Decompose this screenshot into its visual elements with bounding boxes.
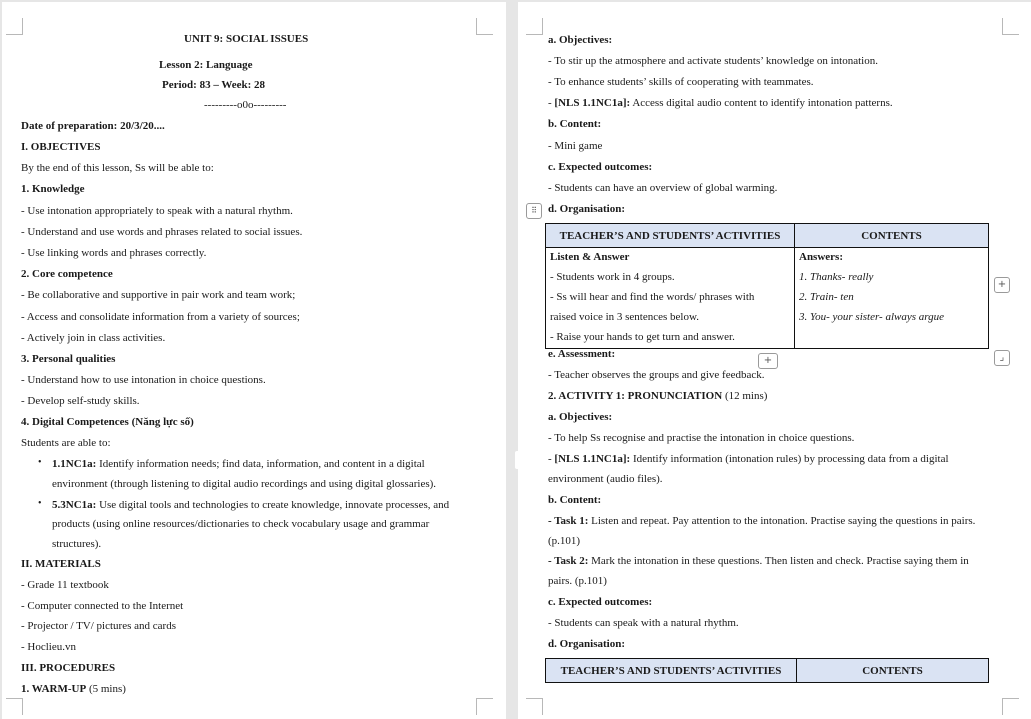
task1-line <box>548 514 975 528</box>
warmup-title: 1. WARM-UP <box>21 683 87 695</box>
table-resize-icon[interactable]: ⌟ <box>994 350 1010 366</box>
activity1-outcomes-heading: c. Expected outcomes: <box>548 596 653 608</box>
dash: - <box>548 453 555 465</box>
warmup-organisation-table <box>545 223 989 349</box>
add-row-icon[interactable]: + <box>758 353 778 369</box>
activities-cell[interactable] <box>546 248 795 349</box>
task2-text: Mark the intonation in these questions. Then listen and check. Practise saying them in <box>588 555 969 567</box>
personal-item: - Develop self-study skills. <box>21 395 140 407</box>
knowledge-item: - Understand and use words and phrases related to social issues. <box>21 226 303 238</box>
digital-intro: Students are able to: <box>21 437 111 449</box>
activities-title: Listen & Answer <box>550 251 630 263</box>
task2-label: - Task 2: <box>548 555 589 567</box>
nls-text: Access digital audio content to identify intonation patterns. <box>630 97 893 109</box>
digital-item-2-line-3: structures). <box>52 538 102 550</box>
crop-mark-bottom-right <box>1002 698 1019 715</box>
warmup-content: - Mini game <box>548 140 603 152</box>
knowledge-heading: 1. Knowledge <box>21 183 85 195</box>
task1-page-ref: (p.101) <box>548 535 581 547</box>
table-move-handle-icon[interactable]: ⠿ <box>526 203 542 219</box>
digital-item-1-line-1 <box>52 457 425 471</box>
activity1-duration: (12 mins) <box>722 390 768 402</box>
table-header-contents: CONTENTS <box>795 224 989 248</box>
nls-text: Identify information (intonation rules) by processing data from a digital <box>630 453 949 465</box>
activity-line: raised voice in 3 sentences below. <box>550 311 699 323</box>
activity-line: - Ss will hear and find the words/ phrases with <box>550 291 755 303</box>
contents-cell[interactable] <box>795 248 989 349</box>
activity-line: - Raise your hands to get turn and answer. <box>550 331 735 343</box>
answer-line: 1. Thanks- really <box>799 271 874 283</box>
crop-mark-top-left <box>6 18 23 35</box>
warmup-organisation-heading: d. Organisation: <box>548 203 626 215</box>
add-column-icon[interactable]: + <box>994 277 1010 293</box>
digital-code: 1.1NC1a: <box>52 458 97 470</box>
assessment-text: - Teacher observes the groups and give feedback. <box>548 369 765 381</box>
core-item: - Actively join in class activities. <box>21 332 166 344</box>
nls-code: [NLS 1.1NC1a]: <box>554 97 631 109</box>
objectives-intro: By the end of this lesson, Ss will be able to: <box>21 162 214 174</box>
personal-qualities-heading: 3. Personal qualities <box>21 353 116 365</box>
warmup-heading <box>21 682 126 696</box>
crop-mark-top-right <box>1002 18 1019 35</box>
bullet-icon: • <box>38 498 42 509</box>
materials-item: - Hoclieu.vn <box>21 641 76 653</box>
materials-item: - Computer connected to the Internet <box>21 600 184 612</box>
core-item: - Be collaborative and supportive in pair work and team work; <box>21 289 296 301</box>
knowledge-item: - Use intonation appropriately to speak with a natural rhythm. <box>21 205 293 217</box>
warmup-objectives-heading: a. Objectives: <box>548 34 613 46</box>
procedures-heading: III. PROCEDURES <box>21 662 116 674</box>
section-objectives-heading: I. OBJECTIVES <box>21 141 101 153</box>
knowledge-item: - Use linking words and phrases correctly. <box>21 247 207 259</box>
crop-mark-bottom-left <box>526 698 543 715</box>
activity1-nls-objective <box>548 452 949 466</box>
activity1-objective: - To help Ss recognise and practise the intonation in choice questions. <box>548 432 855 444</box>
document-page-left <box>2 2 506 719</box>
document-page-right <box>518 2 1031 719</box>
activity1-organisation-table <box>545 658 989 683</box>
warmup-objective: - To enhance students’ skills of cooperating with teammates. <box>548 76 814 88</box>
activity-line: - Students work in 4 groups. <box>550 271 675 283</box>
answer-line: 3. You- your sister- always argue <box>799 311 945 323</box>
date-of-preparation: Date of preparation: 20/3/20.... <box>21 120 165 132</box>
digital-text: Use digital tools and technologies to create knowledge, innovate processes, and <box>96 499 450 511</box>
task1-text: Listen and repeat. Pay attention to the intonation. Practise saying the questions in pairs. <box>588 515 976 527</box>
materials-item: - Grade 11 textbook <box>21 579 109 591</box>
digital-item-1-line-2: environment (through listening to digital audio recordings and using digital glossaries). <box>52 478 437 490</box>
activity1-title: 2. ACTIVITY 1: PRONUNCIATION <box>548 390 723 402</box>
activity1-heading <box>548 389 767 403</box>
materials-item: - Projector / TV/ pictures and cards <box>21 620 176 632</box>
crop-mark-top-right <box>476 18 493 35</box>
warmup-duration: (5 mins) <box>86 683 126 695</box>
activity1-objectives-heading: a. Objectives: <box>548 411 613 423</box>
core-competence-heading: 2. Core competence <box>21 268 113 280</box>
task2-page-ref: pairs. (p.101) <box>548 575 607 587</box>
digital-item-2-line-1 <box>52 498 449 512</box>
activity1-outcomes: - Students can speak with a natural rhythm. <box>548 617 739 629</box>
activity1-organisation-heading: d. Organisation: <box>548 638 626 650</box>
crop-mark-bottom-left <box>6 698 23 715</box>
materials-heading: II. MATERIALS <box>21 558 101 570</box>
digital-competences-heading: 4. Digital Competences (Năng lực số) <box>21 416 194 428</box>
task1-label: - Task 1: <box>548 515 589 527</box>
digital-text: Identify information needs; find data, information, and content in a digital <box>96 458 425 470</box>
table-header-activities: TEACHER’S AND STUDENTS’ ACTIVITIES <box>546 659 797 683</box>
core-item: - Access and consolidate information from a variety of sources; <box>21 311 300 323</box>
separator: ---------o0o--------- <box>204 99 287 111</box>
table-header-contents: CONTENTS <box>797 659 989 683</box>
warmup-outcomes-heading: c. Expected outcomes: <box>548 161 653 173</box>
warmup-outcomes: - Students can have an overview of global warming. <box>548 182 778 194</box>
nls-code: [NLS 1.1NC1a]: <box>554 453 631 465</box>
warmup-nls-objective <box>548 96 893 110</box>
activity1-content-heading: b. Content: <box>548 494 602 506</box>
table-header-activities: TEACHER’S AND STUDENTS’ ACTIVITIES <box>546 224 795 248</box>
period-week: Period: 83 – Week: 28 <box>162 79 266 91</box>
doc-title: UNIT 9: SOCIAL ISSUES <box>184 33 309 45</box>
warmup-content-heading: b. Content: <box>548 118 602 130</box>
crop-mark-top-left <box>526 18 543 35</box>
task2-line <box>548 554 969 568</box>
bullet-icon: • <box>38 457 42 468</box>
warmup-objective: - To stir up the atmosphere and activate students’ knowledge on intonation. <box>548 55 878 67</box>
digital-item-2-line-2: products (using online resources/dictionaries to check vocabulary usage and grammar <box>52 518 430 530</box>
lesson-title: Lesson 2: Language <box>159 59 253 71</box>
personal-item: - Understand how to use intonation in choice questions. <box>21 374 266 386</box>
answer-line: 2. Train- ten <box>799 291 854 303</box>
dash: - <box>548 97 555 109</box>
digital-code: 5.3NC1a: <box>52 499 97 511</box>
crop-mark-bottom-right <box>476 698 493 715</box>
activity1-nls-objective-cont: environment (audio files). <box>548 473 663 485</box>
contents-title: Answers: <box>799 251 843 263</box>
assessment-heading: e. Assessment: <box>548 348 616 360</box>
